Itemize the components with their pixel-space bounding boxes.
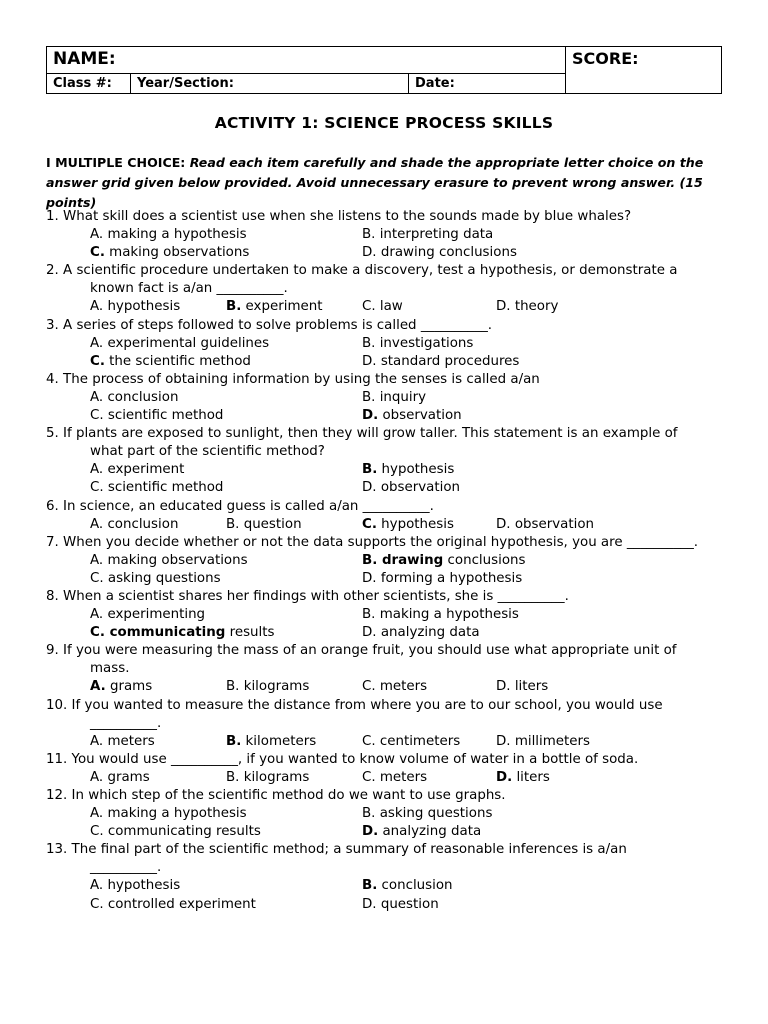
question-text: 5. If plants are exposed to sunlight, then they will grow taller. This statement is an example of xyxy=(46,426,678,442)
choice-row xyxy=(46,461,736,479)
answer-choice[interactable]: D. liters xyxy=(496,679,549,695)
answer-choice[interactable]: D. analyzing data xyxy=(362,625,480,641)
page-title: ACTIVITY 1: SCIENCE PROCESS SKILLS xyxy=(214,114,554,132)
answer-choice[interactable]: B. investigations xyxy=(362,335,474,351)
answer-choice[interactable]: B. kilometers xyxy=(226,733,317,749)
answer-choice-highlight: B. xyxy=(362,878,378,894)
answer-choice-highlight: C. xyxy=(90,245,105,261)
choice-row xyxy=(46,624,736,642)
instructions-text: Read each item carefully and shade the appropriate letter choice on the answer grid given below provided. Avoid unnecessary erasure to prevent wrong answer. (15 points) xyxy=(46,155,704,210)
answer-choice-highlight: D. xyxy=(496,769,513,785)
question-text: 7. When you decide whether or not the data supports the original hypothesis, you are __________. xyxy=(46,534,699,550)
answer-choice-highlight: B. xyxy=(226,733,242,749)
choice-row xyxy=(46,552,736,570)
choice-row xyxy=(46,606,736,624)
answer-choice-highlight: D. xyxy=(362,824,379,840)
question-text: 6. In science, an educated guess is called a/an __________. xyxy=(46,498,434,514)
answer-choice-highlight: C. xyxy=(90,353,105,369)
instructions-lead: I MULTIPLE CHOICE: xyxy=(46,155,186,170)
answer-choice[interactable]: D. observation xyxy=(362,480,461,496)
answer-choice[interactable]: A. making a hypothesis xyxy=(90,806,247,822)
answer-choice[interactable]: C. scientific method xyxy=(90,408,224,424)
class-field[interactable] xyxy=(47,73,131,93)
answer-choice[interactable]: B. interpreting data xyxy=(362,227,494,243)
answer-choice[interactable]: C. controlled experiment xyxy=(90,896,256,912)
question-text: 10. If you wanted to measure the distance from where you are to our school, you would use xyxy=(46,697,663,713)
answer-choice[interactable]: A. experiment xyxy=(90,462,185,478)
name-field[interactable] xyxy=(47,47,566,74)
answer-choice-highlight: C. xyxy=(362,516,377,532)
answer-choice[interactable]: B. inquiry xyxy=(362,389,427,405)
answer-choice[interactable]: D. forming a hypothesis xyxy=(362,570,523,586)
answer-choice[interactable]: A. making observations xyxy=(90,552,248,568)
answer-choice-highlight: A. xyxy=(90,679,106,695)
instructions xyxy=(46,153,722,213)
answer-choice[interactable]: A. hypothesis xyxy=(90,878,181,894)
answer-choice[interactable]: B. hypothesis xyxy=(362,462,455,478)
header-table xyxy=(46,46,722,94)
answer-choice[interactable]: C. centimeters xyxy=(362,733,461,749)
answer-choice-highlight: B. drawing xyxy=(362,552,444,568)
choice-row xyxy=(46,479,736,497)
choice-row xyxy=(46,516,736,534)
question-text: 11. You would use __________, if you wanted to know volume of water in a bottle of soda. xyxy=(46,751,639,767)
answer-choice[interactable]: B. question xyxy=(226,516,302,532)
answer-choice[interactable]: B. experiment xyxy=(226,299,323,315)
question-text: 1. What skill does a scientist use when she listens to the sounds made by blue whales? xyxy=(46,209,632,224)
answer-choice[interactable]: D. millimeters xyxy=(496,733,591,749)
question-text: 9. If you were measuring the mass of an orange fruit, you should use what appropriate unit of xyxy=(46,643,677,659)
question-text-continued: mass. xyxy=(90,661,130,677)
answer-choice[interactable]: A. experimenting xyxy=(90,607,206,623)
answer-choice[interactable]: D. drawing conclusions xyxy=(362,245,517,261)
answer-choice[interactable]: C. meters xyxy=(362,769,428,785)
question-text: 3. A series of steps followed to solve problems is called __________. xyxy=(46,317,493,333)
question-text: 2. A scientific procedure undertaken to make a discovery, test a hypothesis, or demonstrate a xyxy=(46,263,678,279)
choice-row xyxy=(46,570,736,588)
answer-choice[interactable]: B. making a hypothesis xyxy=(362,607,519,623)
answer-choice[interactable]: C. the scientific method xyxy=(90,353,251,369)
question-text-continued: what part of the scientific method? xyxy=(90,444,325,460)
answer-choice-highlight: B. xyxy=(362,462,378,478)
question-list xyxy=(46,208,736,914)
answer-choice[interactable]: C. communicating results xyxy=(90,824,261,840)
answer-choice[interactable]: C. scientific method xyxy=(90,480,224,496)
answer-choice[interactable]: A. conclusion xyxy=(90,389,179,405)
answer-choice[interactable]: C. hypothesis xyxy=(362,516,454,532)
choice-row xyxy=(46,389,736,407)
score-label: SCORE: xyxy=(572,49,639,68)
choice-row xyxy=(46,407,736,425)
answer-choice[interactable]: D. standard procedures xyxy=(362,353,520,369)
question-text: 12. In which step of the scientific method do we want to use graphs. xyxy=(46,788,506,803)
answer-choice[interactable]: C. meters xyxy=(362,679,428,695)
answer-choice[interactable]: D. analyzing data xyxy=(362,824,482,840)
choice-row xyxy=(46,298,736,316)
question-text: 13. The final part of the scientific method; a summary of reasonable inferences is a/an xyxy=(46,842,627,858)
answer-choice[interactable]: A. grams xyxy=(90,769,150,785)
date-label: Date: xyxy=(415,75,455,91)
name-label: NAME: xyxy=(53,49,116,69)
answer-choice[interactable]: A. meters xyxy=(90,733,155,749)
choice-row xyxy=(46,353,736,371)
answer-choice[interactable]: B. kilograms xyxy=(226,679,310,695)
choice-row xyxy=(46,244,736,262)
question-text-continued: known fact is a/an __________. xyxy=(90,281,288,297)
score-field[interactable] xyxy=(566,47,722,94)
answer-choice[interactable]: B. asking questions xyxy=(362,806,493,822)
answer-choice[interactable]: A. hypothesis xyxy=(90,299,181,315)
answer-choice[interactable]: D. theory xyxy=(496,299,559,315)
choice-row xyxy=(46,805,736,823)
answer-choice[interactable]: C. law xyxy=(362,299,403,315)
choice-row xyxy=(46,226,736,244)
answer-choice[interactable]: C. communicating results xyxy=(90,625,275,641)
answer-choice[interactable]: C. making observations xyxy=(90,245,250,261)
choice-row xyxy=(46,769,736,787)
choice-row xyxy=(46,877,736,895)
choice-row xyxy=(46,896,736,914)
answer-choice[interactable]: B. conclusion xyxy=(362,878,453,894)
answer-choice[interactable]: A. experimental guidelines xyxy=(90,335,270,351)
answer-choice[interactable]: B. drawing conclusions xyxy=(362,552,526,568)
answer-choice[interactable]: D. observation xyxy=(362,408,462,424)
choice-row xyxy=(46,733,736,751)
choice-row xyxy=(46,823,736,841)
answer-choice[interactable]: B. kilograms xyxy=(226,769,310,785)
answer-choice[interactable]: D. question xyxy=(362,896,439,912)
answer-choice-highlight: D. xyxy=(362,408,379,424)
question-text-continued: __________. xyxy=(90,860,162,876)
question-text: 4. The process of obtaining information by using the senses is called a/an xyxy=(46,371,540,387)
answer-choice[interactable]: A. making a hypothesis xyxy=(90,227,247,243)
answer-choice[interactable]: D. liters xyxy=(496,769,550,785)
answer-choice[interactable]: A. conclusion xyxy=(90,516,179,532)
question-text-continued: __________. xyxy=(90,715,162,731)
year-section-label: Year/Section: xyxy=(137,75,234,91)
class-label: Class #: xyxy=(53,75,112,91)
answer-choice-highlight: B. xyxy=(226,299,242,315)
answer-choice[interactable]: A. grams xyxy=(90,679,153,695)
choice-row xyxy=(46,678,736,696)
answer-choice[interactable]: D. observation xyxy=(496,516,595,532)
date-field[interactable] xyxy=(409,73,566,93)
year-section-field[interactable] xyxy=(131,73,409,93)
choice-row xyxy=(46,335,736,353)
question-text: 8. When a scientist shares her findings with other scientists, she is __________. xyxy=(46,588,569,604)
answer-choice[interactable]: C. asking questions xyxy=(90,570,221,586)
answer-choice-highlight: C. communicating xyxy=(90,625,226,641)
